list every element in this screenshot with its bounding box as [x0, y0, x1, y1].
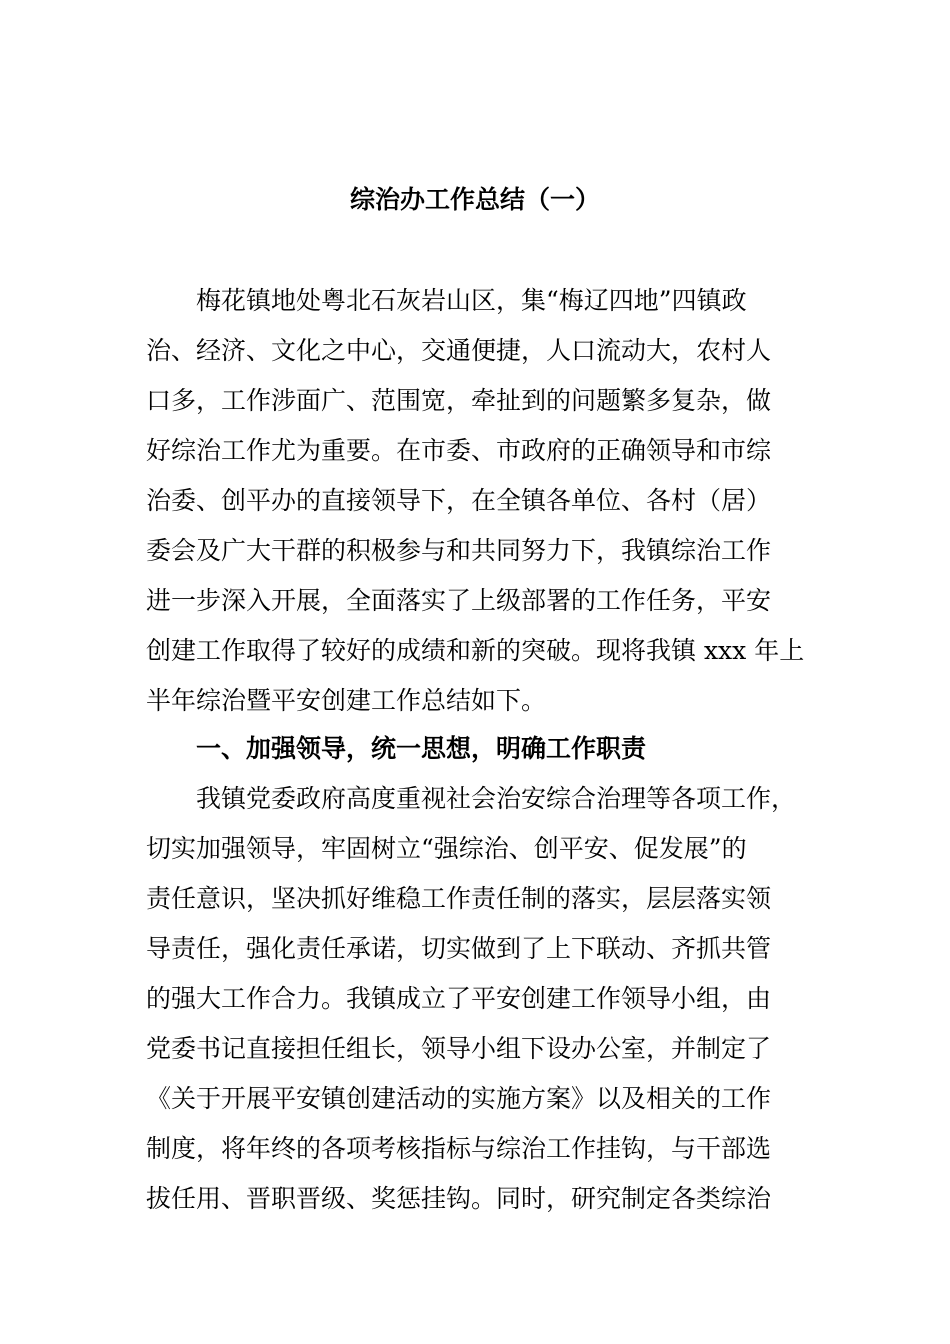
paragraph-line: 《关于开展平安镇创建活动的实施方案》以及相关的工作 — [146, 1084, 772, 1113]
paragraph-line: 进一步深入开展，全面落实了上级部署的工作任务，平安 — [146, 586, 772, 615]
paragraph-line: 导责任，强化责任承诺，切实做到了上下联动、齐抓共管 — [146, 934, 772, 963]
paragraph-line: 创建工作取得了较好的成绩和新的突破。现将我镇 xxx 年上 — [146, 636, 805, 665]
paragraph-line: 好综治工作尤为重要。在市委、市政府的正确领导和市综 — [146, 436, 772, 465]
paragraph-line: 我镇党委政府高度重视社会治安综合治理等各项工作， — [146, 784, 797, 813]
paragraph-line: 治、经济、文化之中心，交通便捷，人口流动大，农村人 — [146, 336, 772, 365]
document-title: 综治办工作总结（一） — [349, 185, 600, 214]
paragraph-line: 拔任用、晋职晋级、奖惩挂钩。同时，研究制定各类综治 — [146, 1184, 772, 1213]
paragraph-line: 责任意识，坚决抓好维稳工作责任制的落实，层层落实领 — [146, 884, 772, 913]
paragraph-line: 的强大工作合力。我镇成立了平安创建工作领导小组，由 — [146, 984, 772, 1013]
paragraph-line: 切实加强领导，牢固树立“强综治、创平安、促发展”的 — [146, 834, 747, 863]
paragraph-line: 口多，工作涉面广、范围宽，牵扯到的问题繁多复杂，做 — [146, 386, 772, 415]
paragraph-line: 党委书记直接担任组长，领导小组下设办公室，并制定了 — [146, 1034, 772, 1063]
paragraph-line: 制度，将年终的各项考核指标与综治工作挂钩，与干部选 — [146, 1134, 772, 1163]
paragraph-line: 梅花镇地处粤北石灰岩山区，集“梅辽四地”四镇政 — [146, 286, 747, 315]
paragraph-line: 半年综治暨平安创建工作总结如下。 — [146, 686, 547, 715]
section-heading: 一、加强领导，统一思想，明确工作职责 — [146, 734, 647, 763]
paragraph-line: 治委、创平办的直接领导下，在全镇各单位、各村（居） — [146, 486, 772, 515]
paragraph-line: 委会及广大干群的积极参与和共同努力下，我镇综治工作 — [146, 536, 772, 565]
